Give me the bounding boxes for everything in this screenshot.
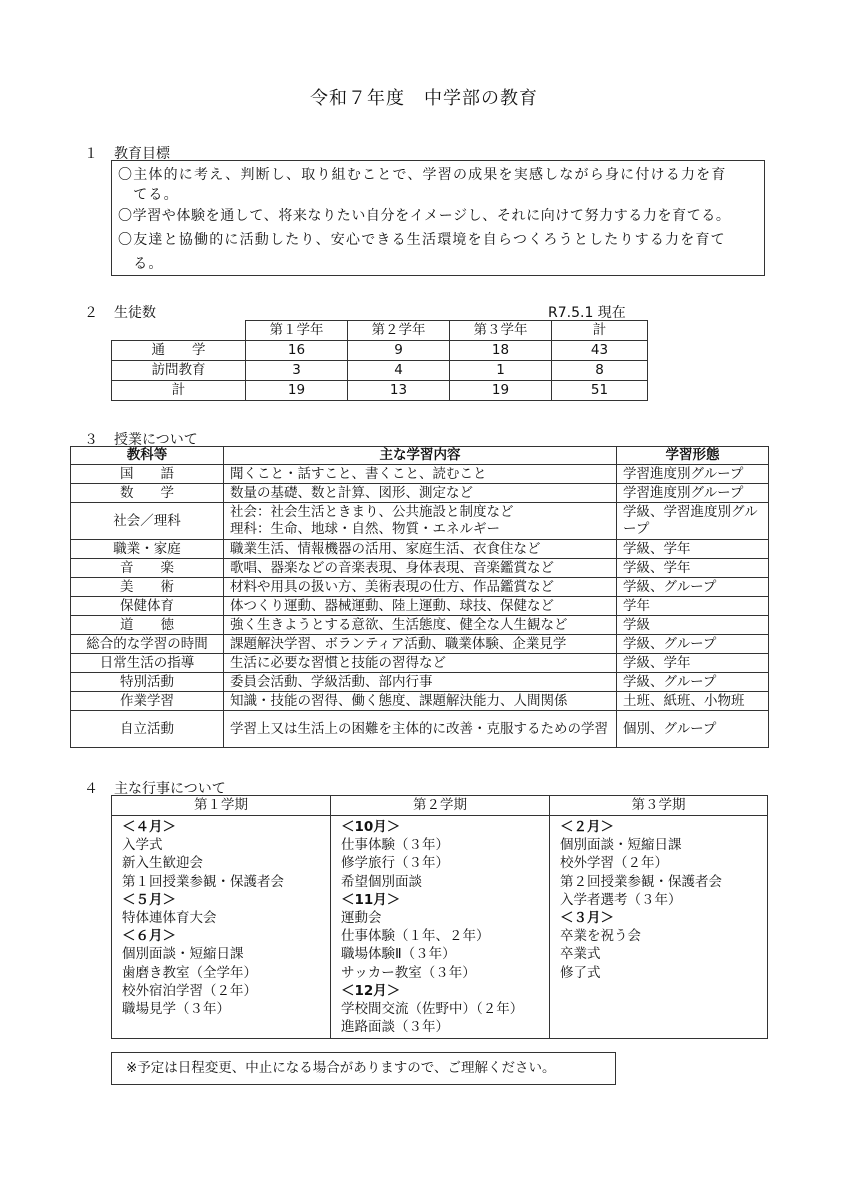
table-cell: 43 bbox=[552, 341, 648, 361]
table-cell: 13 bbox=[348, 381, 450, 401]
table-header-cell: 学習形態 bbox=[617, 447, 769, 465]
table-cell: 計 bbox=[112, 381, 246, 401]
table-header-cell: 第１学期 bbox=[112, 796, 331, 816]
event-month-heading: ＜２月＞ bbox=[560, 819, 614, 835]
format-cell: 学級、グループ bbox=[617, 673, 769, 692]
table-row bbox=[71, 711, 769, 748]
event-item: 個別面談・短縮日課 bbox=[560, 837, 682, 854]
section-number: ３ bbox=[84, 432, 98, 448]
table-row bbox=[112, 341, 648, 361]
term-events-cell bbox=[112, 816, 331, 1039]
format-cell: 学級、学習進度別グループ bbox=[617, 503, 769, 540]
table-cell: 4 bbox=[348, 361, 450, 381]
section-title: 授業について bbox=[114, 432, 198, 448]
table-cell: 51 bbox=[552, 381, 648, 401]
table-row bbox=[71, 540, 769, 559]
subject-cell: 保健体育 bbox=[71, 597, 224, 616]
event-item: 入学式 bbox=[122, 837, 163, 854]
event-month-heading: ＜６月＞ bbox=[122, 928, 176, 945]
table-cell: 19 bbox=[450, 381, 552, 401]
table-row bbox=[112, 816, 768, 1039]
subject-cell: 職業・家庭 bbox=[71, 540, 224, 559]
event-item: 学校間交流（佐野中）（２年） bbox=[341, 1001, 524, 1018]
table-cell: 18 bbox=[450, 341, 552, 361]
event-item: 新入生歓迎会 bbox=[122, 855, 203, 872]
subject-cell: 国 語 bbox=[71, 465, 224, 484]
event-item: 校外宿泊学習（２年） bbox=[122, 982, 257, 999]
event-item: 希望個別面談 bbox=[341, 873, 422, 890]
page-title: 令和７年度 中学部の教育 bbox=[310, 88, 538, 109]
content-cell: 材料や用具の扱い方、美術表現の仕方、作品鑑賞など bbox=[224, 578, 617, 597]
subject-cell: 自立活動 bbox=[71, 711, 224, 748]
content-cell: 学習上又は生活上の困難を主体的に改善・克服するための学習 bbox=[224, 711, 617, 748]
table-row bbox=[71, 559, 769, 578]
table-header-cell bbox=[112, 321, 246, 341]
table-header-cell: 計 bbox=[552, 321, 648, 341]
table-header-cell: 第３学期 bbox=[550, 796, 768, 816]
content-cell: 社会：社会生活ときまり、公共施設と制度など 理科：生命、地球・自然、物質・エネルギー bbox=[224, 503, 617, 540]
format-cell: 学級、グループ bbox=[617, 635, 769, 654]
table-row bbox=[112, 361, 648, 381]
event-item: 特体連体育大会 bbox=[122, 910, 217, 927]
table-header-cell: 第１学年 bbox=[246, 321, 348, 341]
content-cell: 体つくり運動、器械運動、陸上運動、球技、保健など bbox=[224, 597, 617, 616]
goals-box bbox=[111, 160, 765, 276]
event-month-heading: ＜５月＞ bbox=[122, 891, 176, 908]
students-table bbox=[111, 320, 648, 401]
format-cell: 個別、グループ bbox=[617, 711, 769, 748]
section-title: 生徒数 bbox=[114, 305, 156, 321]
goal-line: 〇友達と協働的に活動したり、安心できる生活環境を自らつくろうとしたりする力を育て bbox=[118, 232, 726, 248]
event-month-heading: ＜３月＞ bbox=[560, 910, 614, 927]
table-cell: 16 bbox=[246, 341, 348, 361]
content-cell: 聞くこと・話すこと、書くこと、読むこと bbox=[224, 465, 617, 484]
table-cell: 1 bbox=[450, 361, 552, 381]
event-item: 個別面談・短縮日課 bbox=[122, 946, 244, 963]
subject-cell: 道 徳 bbox=[71, 616, 224, 635]
table-row bbox=[71, 635, 769, 654]
event-item: 運動会 bbox=[341, 910, 382, 927]
events-table bbox=[111, 795, 768, 1039]
table-header-cell: 第２学年 bbox=[348, 321, 450, 341]
table-header-cell: 主な学習内容 bbox=[224, 447, 617, 465]
section-title: 主な行事について bbox=[114, 781, 226, 797]
table-row bbox=[71, 465, 769, 484]
format-cell: 学級、学年 bbox=[617, 559, 769, 578]
subject-cell: 音 楽 bbox=[71, 559, 224, 578]
event-item: 歯磨き教室（全学年） bbox=[122, 964, 257, 981]
event-item: 職場体験Ⅱ（３年） bbox=[341, 946, 456, 963]
format-cell: 学年 bbox=[617, 597, 769, 616]
subject-cell: 総合的な学習の時間 bbox=[71, 635, 224, 654]
content-cell: 課題解決学習、ボランティア活動、職業体験、企業見学 bbox=[224, 635, 617, 654]
format-cell: 学習進度別グループ bbox=[617, 484, 769, 503]
event-item: 修了式 bbox=[560, 964, 601, 981]
section-title: 教育目標 bbox=[114, 146, 170, 162]
subject-cell: 数 学 bbox=[71, 484, 224, 503]
format-cell: 学級、グループ bbox=[617, 578, 769, 597]
content-cell: 委員会活動、学級活動、部内行事 bbox=[224, 673, 617, 692]
classes-table bbox=[70, 446, 769, 748]
subject-cell: 日常生活の指導 bbox=[71, 654, 224, 673]
table-row bbox=[71, 503, 769, 540]
goal-line: てる。 bbox=[118, 187, 179, 203]
table-cell: 3 bbox=[246, 361, 348, 381]
format-cell: 学級、学年 bbox=[617, 540, 769, 559]
goal-line: 〇主体的に考え、判断し、取り組むことで、学習の成果を実感しながら身に付ける力を育 bbox=[118, 167, 727, 183]
event-item: 修学旅行（３年） bbox=[341, 855, 449, 872]
table-cell: 9 bbox=[348, 341, 450, 361]
table-row bbox=[112, 381, 648, 401]
section-number: ２ bbox=[84, 305, 98, 321]
table-cell: 8 bbox=[552, 361, 648, 381]
table-header-row bbox=[112, 796, 768, 816]
event-item: 進路面談（３年） bbox=[341, 1019, 449, 1036]
section-number: ４ bbox=[84, 781, 98, 797]
section-number: １ bbox=[84, 146, 98, 162]
term-events-cell bbox=[331, 816, 550, 1039]
event-month-heading: ＜11月＞ bbox=[341, 891, 401, 908]
table-row bbox=[71, 654, 769, 673]
event-item: 卒業式 bbox=[560, 946, 601, 963]
event-item: 第２回授業参観・保護者会 bbox=[560, 873, 722, 890]
schedule-note: ※予定は日程変更、中止になる場合がありますので、ご理解ください。 bbox=[111, 1052, 616, 1085]
table-row bbox=[71, 616, 769, 635]
content-cell: 強く生きようとする意欲、生活態度、健全な人生観など bbox=[224, 616, 617, 635]
format-cell: 学級 bbox=[617, 616, 769, 635]
table-header-cell: 教科等 bbox=[71, 447, 224, 465]
table-row bbox=[71, 673, 769, 692]
content-cell: 職業生活、情報機器の活用、家庭生活、衣食住など bbox=[224, 540, 617, 559]
event-month-heading: ＜12月＞ bbox=[341, 982, 401, 999]
term-events-cell bbox=[550, 816, 768, 1039]
table-header-row bbox=[71, 447, 769, 465]
event-item: 入学者選考（３年） bbox=[560, 891, 682, 908]
event-item: サッカー教室（３年） bbox=[341, 964, 476, 981]
table-cell: 19 bbox=[246, 381, 348, 401]
format-cell: 学級、学年 bbox=[617, 654, 769, 673]
event-month-heading: ＜10月＞ bbox=[341, 819, 401, 835]
subject-cell: 作業学習 bbox=[71, 692, 224, 711]
table-row bbox=[71, 597, 769, 616]
students-as-of: R7.5.1 現在 bbox=[548, 305, 626, 321]
table-row bbox=[71, 578, 769, 597]
content-cell: 生活に必要な習慣と技能の習得など bbox=[224, 654, 617, 673]
table-header-cell: 第２学期 bbox=[331, 796, 550, 816]
format-cell: 土班、紙班、小物班 bbox=[617, 692, 769, 711]
subject-cell: 社会／理科 bbox=[71, 503, 224, 540]
goal-line: 〇学習や体験を通して、将来なりたい自分をイメージし、それに向けて努力する力を育てる。 bbox=[118, 208, 731, 224]
event-item: 職場見学（３年） bbox=[122, 1001, 230, 1018]
goal-line: る。 bbox=[118, 256, 164, 272]
content-cell: 数量の基礎、数と計算、図形、測定など bbox=[224, 484, 617, 503]
table-header-row bbox=[112, 321, 648, 341]
table-header-cell: 第３学年 bbox=[450, 321, 552, 341]
event-item: 第１回授業参観・保護者会 bbox=[122, 873, 284, 890]
event-month-heading: ＜４月＞ bbox=[122, 819, 176, 835]
table-row bbox=[71, 484, 769, 503]
table-cell: 訪問教育 bbox=[112, 361, 246, 381]
event-item: 校外学習（２年） bbox=[560, 855, 668, 872]
event-item: 仕事体験（３年） bbox=[341, 837, 449, 854]
subject-cell: 特別活動 bbox=[71, 673, 224, 692]
content-cell: 知識・技能の習得、働く態度、課題解決能力、人間関係 bbox=[224, 692, 617, 711]
subject-cell: 美 術 bbox=[71, 578, 224, 597]
content-cell: 歌唱、器楽などの音楽表現、身体表現、音楽鑑賞など bbox=[224, 559, 617, 578]
event-item: 仕事体験（１年、２年） bbox=[341, 928, 490, 945]
format-cell: 学習進度別グループ bbox=[617, 465, 769, 484]
table-row bbox=[71, 692, 769, 711]
event-item: 卒業を祝う会 bbox=[560, 928, 641, 945]
section-students-heading bbox=[84, 302, 156, 322]
table-cell: 通 学 bbox=[112, 341, 246, 361]
